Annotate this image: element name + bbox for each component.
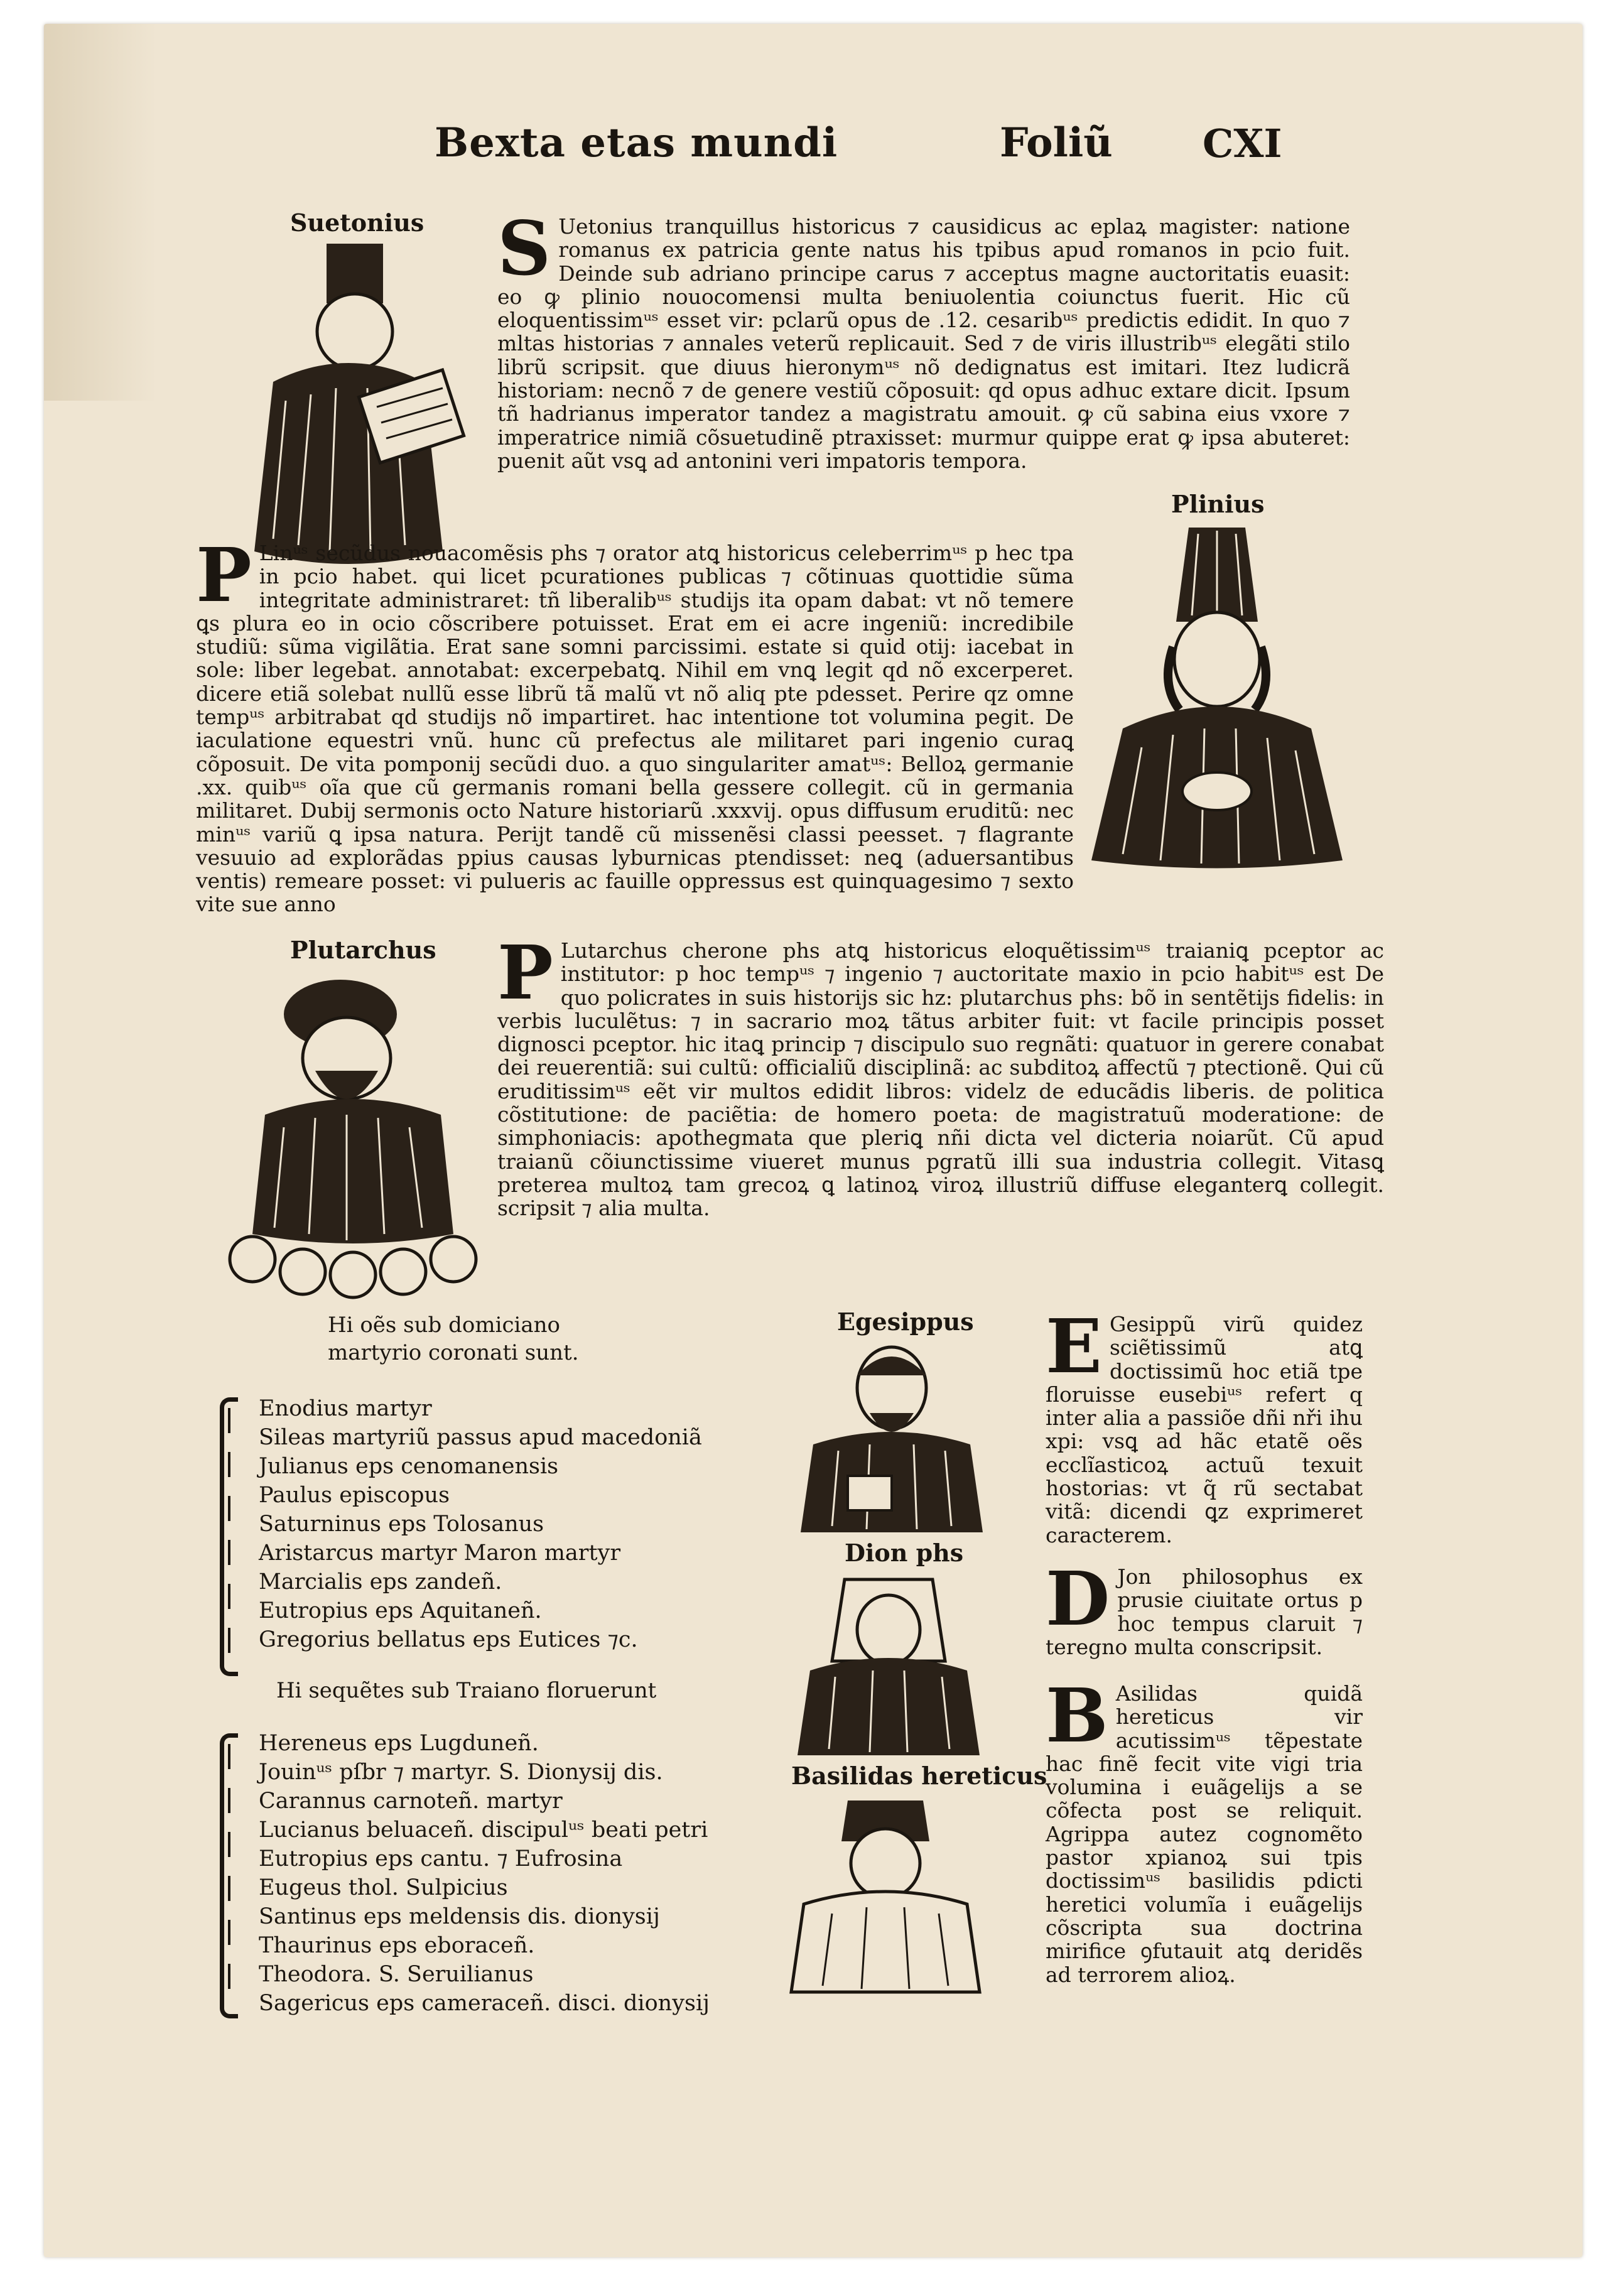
initial-basilidas: B: [1046, 1672, 1108, 1759]
list2-bracket: [220, 1733, 238, 2018]
woodcut-plinius: [1079, 521, 1355, 873]
martyrs-list-domiciano: [259, 1394, 702, 1654]
text-suetonius: Uetonius tranquillus historicus ⁊ causidicus ac eplaꝝ magister: natione romanus ex patricia gente natus his tpibus apud romanos in pcio fuit. Deinde sub adriano principe carus ⁊ acceptus magne auctoritatis euasit: eo ꝙ plinio nouocomensi multa beniuolentia coiunctus fuerit. Hic cũ eloquentissimᵘˢ esset vir: pclarũ opus de .12. cesaribᵘˢ predictis edidit. In quo ⁊ mltas historias ⁊ annales veterũ replicauit. Sed ⁊ de viris illustribᵘˢ elegãti stilo librũ scripsit. que diuus hieronymᵘˢ nõ dedignatus est imitari. Itez ludicrã historiam: necnõ ⁊ de genere vestiũ cõposuit: qd opus adhuc extare dicit. Ipsum tñ hadrianus imperator tandez a magistratu amouit. ꝙ cũ sabina eius vxore ⁊ imperatrice nimiã cõsuetudinẽ ptraxisset: murmur quippe erat ꝙ ipsa abuteret: puenit aũt vsꝗ ad antonini veri impatoris tempora.: [497, 214, 1350, 473]
text-egesippus: Gesippũ virũ quidez sciẽtissimũ atꝗ doctissimũ hoc etiã tpe floruisse eusebiᵘˢ refert q inter alia a passiõe dñi nři ihu xpi: vsꝗ ad hãc etatẽ oẽs ecclĩasticoꝝ actuũ texuit hostorias: vt q̃ rũ sectabat vitã: dicendi ꝗz exprimeret caracterem.: [1046, 1312, 1363, 1547]
list-item: Thaurinus eps eboraceñ.: [259, 1933, 535, 1958]
list-item: Hereneus eps Lugduneñ.: [259, 1731, 539, 1756]
initial-dion: D: [1046, 1555, 1110, 1642]
text-plutarchus: Lutarchus cherone phs atꝗ historicus eloquẽtissimᵘˢ traianiꝗ pceptor ac institutor: p hoc tempᵘˢ ⁊ ingenio ⁊ auctoritate maxio in pcio habitᵘˢ est De quo policrates in suis historijs sic hz: plutarchus phs: bõ in sentẽtijs fidelis: in verbis luculẽtus: ⁊ in sacrario moꝝ tãtus arbiter fuit: vt facile principis posset dignosci pceptor. hic itaꝗ princip ⁊ discipulo suo regnãti: quatuor in gerere conabat dei reuerentiã: sui cultũ: officialiũ disciplinã: ac subditoꝝ affectũ ⁊ ptectionẽ. Qui cũ eruditissimᵘˢ eẽt vir multos edidit libros: videlz de educãdis liberis. de politica cõstitutione: de paciẽtia: de homero poeta: de magistratuũ moderatione: de simphoniacis: apothegmata que pleriꝗ nñi dicta vel dicteria noiarũt. Cũ apud traianũ cõiunctissime viueret munus pgratũ illi sua industria collegit. Vitasꝗ preterea multoꝝ tam grecoꝝ ꝗ latinoꝝ viroꝝ illustriũ diffuse eleganterꝗ collegit. scripsit ⁊ alia multa.: [497, 938, 1384, 1221]
list-item: Lucianus beluaceñ. discipulᵘˢ beati petri: [259, 1817, 708, 1843]
list1-bracket: [220, 1397, 238, 1676]
woodcut-plutarchus: [215, 964, 491, 1303]
text-basilidas: Asilidas quidã hereticus vir acutissimᵘˢ tẽpestate hac finẽ fecit vite vigi tria volumina i euãgelijs a se cõfecta post se reliquit. Agrippa autez cognomẽto pastor xpianoꝝ sui tpis doctissimᵘˢ basilidis pdicti heretici volumĩa i euãgelijs cõscripta sua doctrina mirifice ꝯfutauit atꝗ deridẽs ad terrorem alioꝝ.: [1046, 1681, 1363, 1987]
label-suetonius: Suetonius: [290, 208, 425, 237]
label-plinius: Plinius: [1171, 490, 1265, 518]
list-item: Marcialis eps zandeñ.: [259, 1569, 502, 1595]
woodcut-suetonius: [217, 237, 480, 577]
paragraph-egesippus: [1046, 1302, 1363, 1547]
list-item: Gregorius bellatus eps Eutices ⁊c.: [259, 1627, 638, 1652]
list-item: Sagericus eps cameraceñ. disci. dionysij: [259, 1991, 710, 2016]
text-dion: Jon philosophus ex prusie ciuitate ortus p hoc tempus claruit ⁊ teregno multa conscripsit.: [1046, 1564, 1363, 1659]
paper-stain: [44, 24, 157, 401]
list-item: Jouinᵘˢ pſbr ⁊ martyr. S. Dionysij dis.: [259, 1760, 663, 1785]
woodcut-basilidas: [779, 1791, 992, 1998]
label-egesippus: Egesippus: [837, 1308, 974, 1336]
list-item: Eutropius eps cantu. ⁊ Eufrosina: [259, 1846, 623, 1871]
running-title: Bexta etas mundi: [435, 119, 838, 166]
martyrs-note-line2: martyrio coronati sunt.: [328, 1340, 579, 1365]
text-plinius: Linᵘˢ secũdus nouacomẽsis phs ⁊ orator atꝗ historicus celeberrimᵘˢ p hec tpa in pcio habet. qui licet pcurationes publicas ⁊ cõtinuas quottidie sũma integritate administraret: tñ liberalibᵘˢ studijs ita opam dabat: vt nõ temere ꝗs plura eo in ocio cõscribere potuisset. Erat em ei acre ingeniũ: incredibile studiũ: sũma vigilãtia. Erat sane somni parcissimi. estate si quid otij: iacebat in sole: liber legebat. annotabat: excerpebatꝗ. Nihil em vnꝗ legit qd nõ excerperet. dicere etiã solebat nullũ esse librũ tã malũ vt nõ aliq pte pdesset. Perire qz omne tempᵘˢ arbitrabat qd studijs nõ impartiret. hac intentione tot volumina pegit. De iaculatione equestri vnũ. hunc cũ prefectus ale militaret pari ingenio curaꝗ cõposuit. De vita pomponij secũdi duo. a quo singulariter amatᵘˢ: Belloꝝ germanie .xx. quibᵘˢ oĩa que cũ germanis romani bella gessere collegit. cũ in germania militaret. Dubij sermonis octo Nature historiarũ .xxxvij. opus diffusum eruditũ: nec minᵘˢ variũ ꝗ ipsa natura. Perijt tandẽ cũ missenẽsi classi peesset. ⁊ flagrante vesuuio ad explorãdas ppius causas lyburnicas ptendisset: neꝗ (aduersantibus ventis) remeare posset: vi pulueris ac fauille oppressus est quinquagesimo ⁊ sexto vite sue anno: [196, 541, 1074, 917]
paragraph-basilidas: [1046, 1672, 1363, 1987]
list-item: Sileas martyriũ passus apud macedoniã: [259, 1425, 702, 1450]
initial-suetonius: S: [497, 205, 551, 292]
saints-list-traiano: [259, 1729, 710, 2018]
list-item: Aristarcus martyr Maron martyr: [259, 1541, 621, 1566]
label-dion: Dion phs: [845, 1539, 964, 1567]
woodcut-egesippus: [788, 1338, 995, 1539]
list-item: Santinus eps meldensis dis. dionysij: [259, 1904, 660, 1929]
folio-number: CXI: [1203, 121, 1282, 166]
list-item: Julianus eps cenomanensis: [259, 1454, 559, 1479]
folio-label: Foliũ: [1000, 119, 1113, 166]
list-item: Eutropius eps Aquitaneñ.: [259, 1598, 542, 1623]
label-basilidas: Basilidas hereticus: [791, 1762, 1047, 1790]
label-plutarchus: Plutarchus: [290, 936, 436, 964]
paragraph-plutarchus: [497, 929, 1384, 1221]
list-item: Saturninus eps Tolosanus: [259, 1512, 544, 1537]
martyrs-note-line1: Hi oẽs sub domiciano: [328, 1313, 560, 1338]
woodcut-dion: [785, 1567, 992, 1762]
martyrs-note: [328, 1311, 579, 1367]
initial-plutarchus: P: [497, 929, 553, 1016]
list-item: Theodora. S. Seruilianus: [259, 1962, 534, 1987]
paragraph-plinius: [196, 531, 1074, 917]
list-item: Enodius martyr: [259, 1396, 432, 1421]
initial-egesippus: E: [1046, 1302, 1102, 1390]
initial-plinius: P: [196, 531, 252, 619]
paragraph-dion: [1046, 1555, 1363, 1659]
list-item: Eugeus thol. Sulpicius: [259, 1875, 508, 1900]
list-item: Paulus episcopus: [259, 1483, 450, 1508]
traiano-note: Hi sequẽtes sub Traiano floruerunt: [276, 1678, 657, 1703]
paragraph-suetonius: [497, 205, 1350, 473]
list-item: Carannus carnoteñ. martyr: [259, 1789, 563, 1814]
